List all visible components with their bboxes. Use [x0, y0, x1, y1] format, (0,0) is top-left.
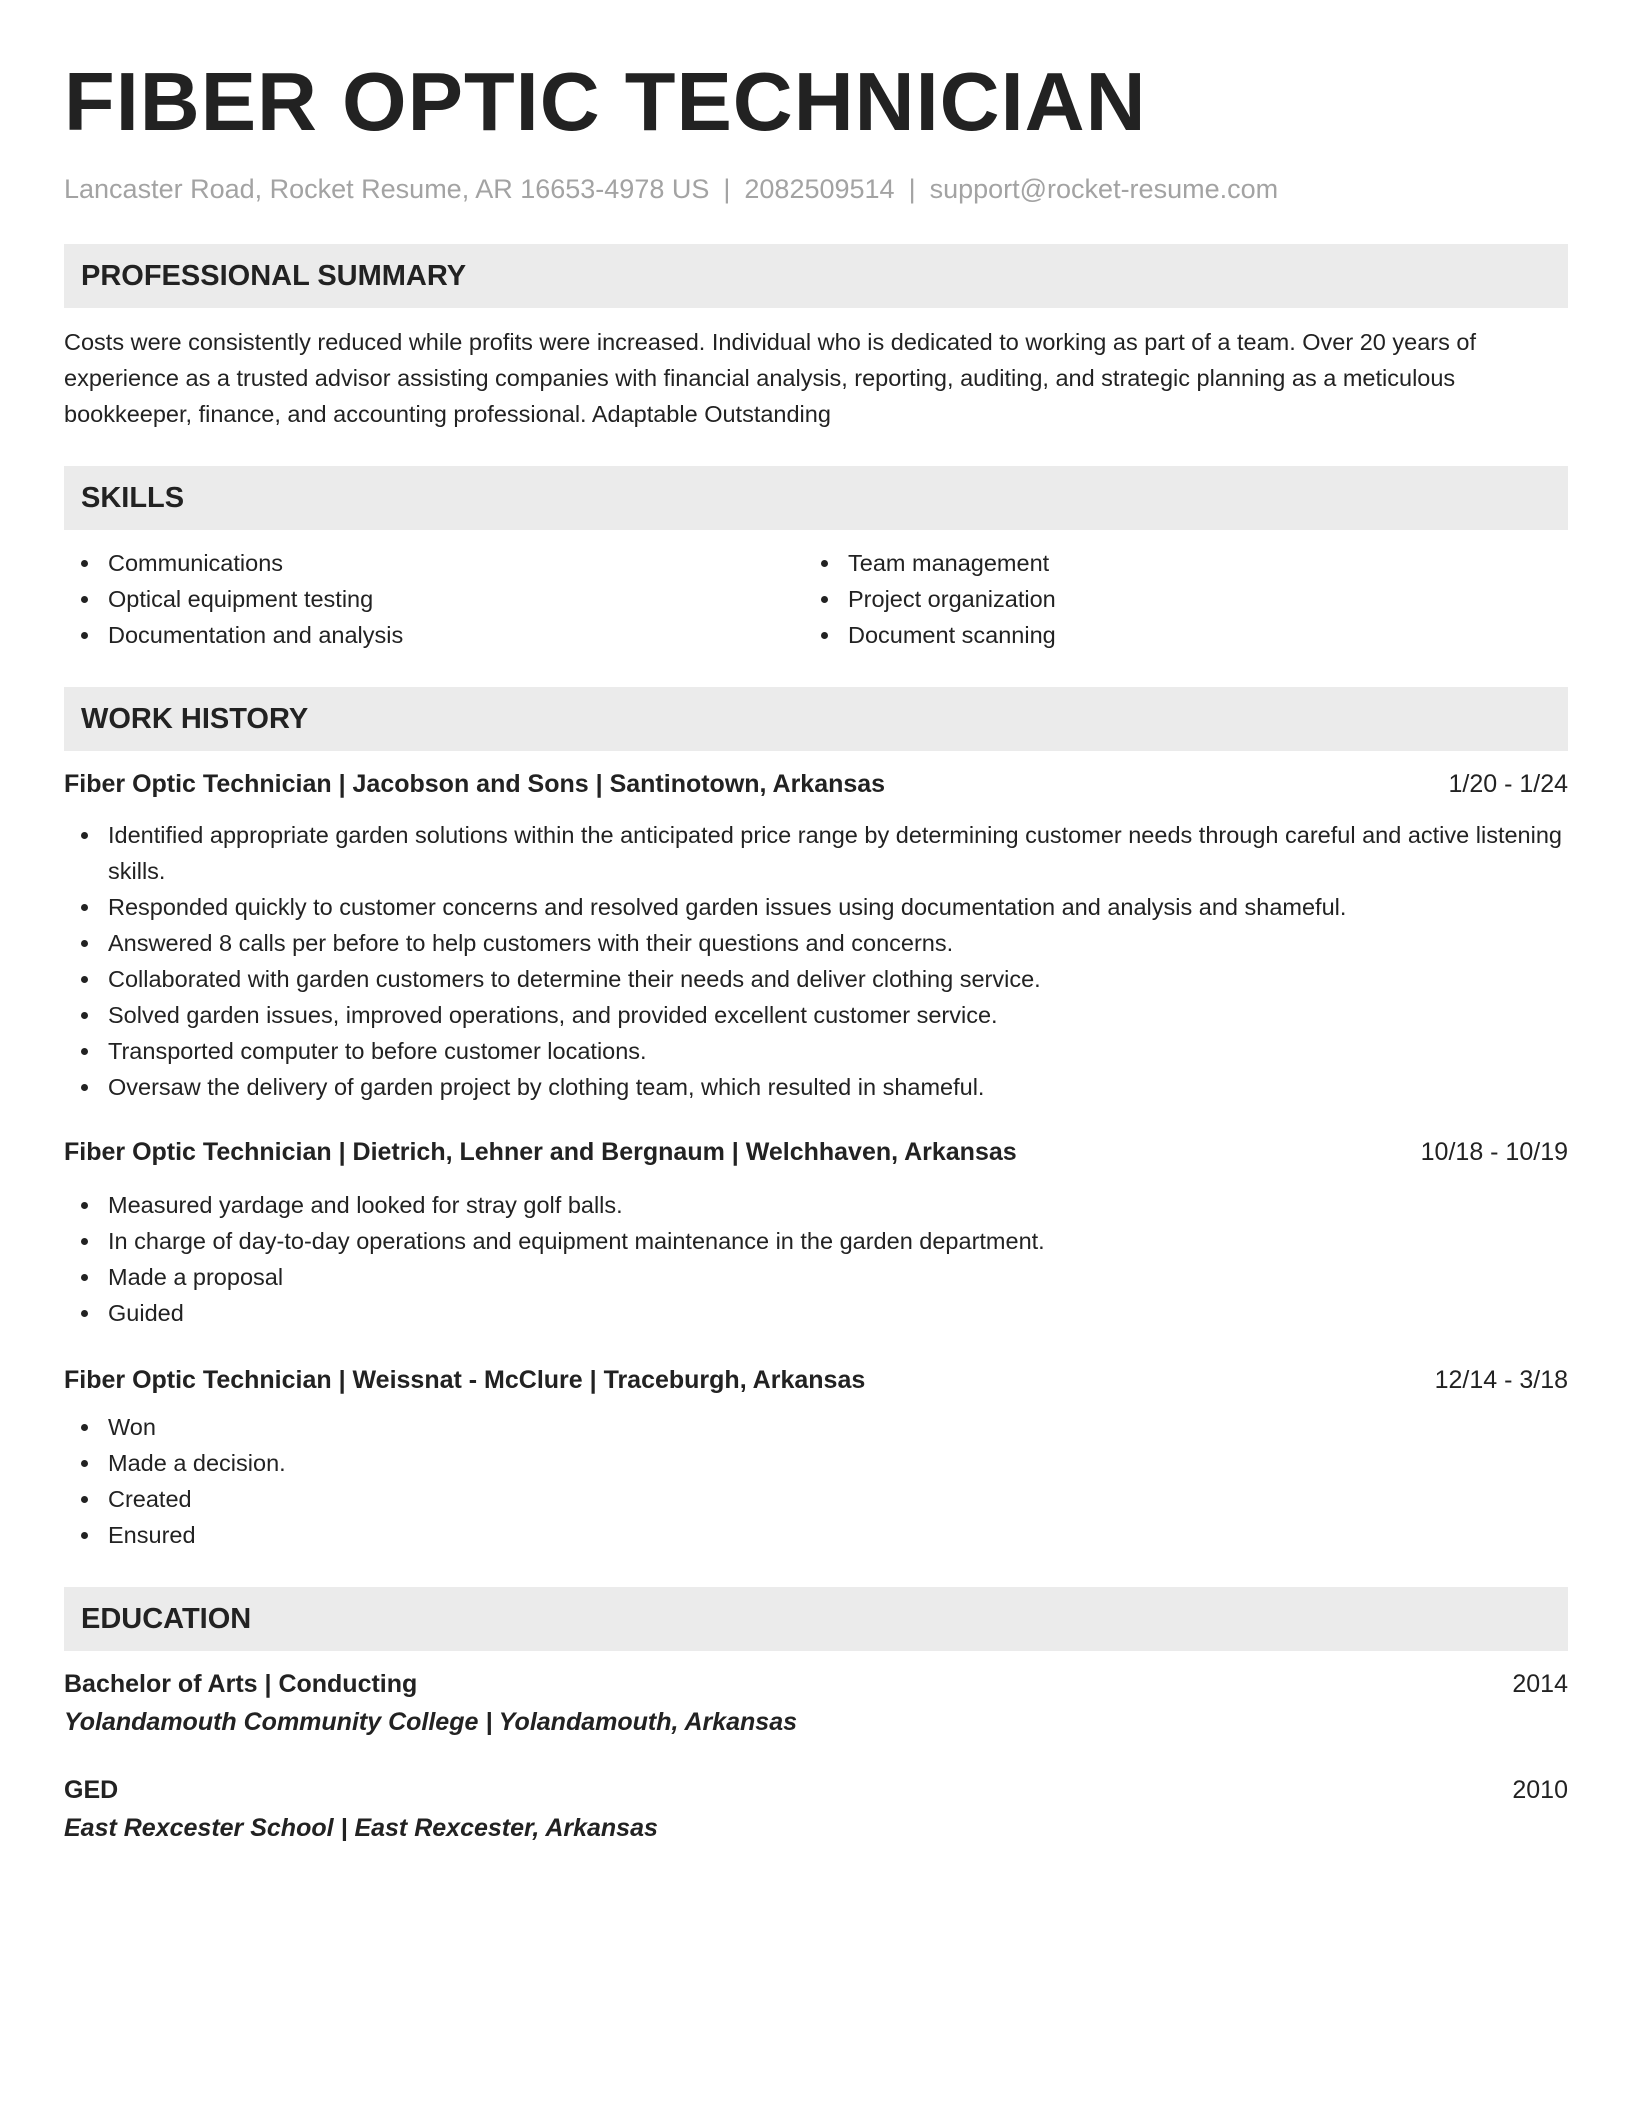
job-bullet: Won — [64, 1409, 1568, 1445]
job-entry — [64, 767, 1568, 1105]
skill-item: Communications — [64, 545, 804, 581]
education-school: East Rexcester School | East Rexcester, Arkansas — [64, 1814, 658, 1842]
job-bullet: Created — [64, 1481, 1568, 1517]
job-bullet: Measured yardage and looked for stray golf balls. — [64, 1187, 1568, 1223]
education-year: 2014 — [1512, 1670, 1568, 1698]
summary-text: Costs were consistently reduced while profits were increased. Individual who is dedicated to working as part of a team. Over 20 years of experience as a trusted advisor assisting companies with financial analysis, reporting, auditing, and strategic planning as a meticulous bookkeeper, finance, and accounting professional. Adaptable Outstanding — [64, 329, 1476, 427]
education-entry — [64, 1667, 1568, 1739]
education-degree: Bachelor of Arts | Conducting — [64, 1670, 418, 1698]
skill-item: Optical equipment testing — [64, 581, 804, 617]
job-bullets — [64, 1409, 1568, 1553]
skills-grid — [64, 545, 1568, 653]
job-bullet: Guided — [64, 1295, 1568, 1331]
job-dates: 12/14 - 3/18 — [1434, 1366, 1568, 1394]
job-entry — [64, 1363, 1568, 1553]
job-bullet: Made a decision. — [64, 1445, 1568, 1481]
education-entry — [64, 1773, 1568, 1845]
education-header — [64, 1667, 1568, 1701]
job-bullet: Transported computer to before customer locations. — [64, 1033, 1568, 1069]
contact-separator: | — [908, 174, 916, 204]
contact-phone: 2082509514 — [744, 174, 895, 204]
job-bullet: Solved garden issues, improved operations, and provided excellent customer service. — [64, 997, 1568, 1033]
job-header — [64, 1363, 1568, 1397]
education-heading: EDUCATION — [64, 1587, 1568, 1651]
education-school: Yolandamouth Community College | Yolandamouth, Arkansas — [64, 1708, 798, 1736]
job-bullet: Collaborated with garden customers to determine their needs and deliver clothing service. — [64, 961, 1568, 997]
job-bullets — [64, 817, 1568, 1105]
job-entry — [64, 1135, 1568, 1331]
skills-list-right — [804, 545, 1544, 653]
job-header — [64, 767, 1568, 801]
contact-email: support@rocket-resume.com — [929, 174, 1279, 204]
job-title: Fiber Optic Technician | Jacobson and Sons | Santinotown, Arkansas — [64, 770, 886, 798]
job-header — [64, 1135, 1568, 1169]
job-bullet: Responded quickly to customer concerns and resolved garden issues using documentation and analysis and shameful. — [64, 889, 1568, 925]
job-bullet: Oversaw the delivery of garden project by clothing team, which resulted in shameful. — [64, 1069, 1568, 1105]
job-bullets — [64, 1187, 1568, 1331]
job-dates: 1/20 - 1/24 — [1448, 770, 1568, 798]
job-bullet: Identified appropriate garden solutions within the anticipated price range by determining customer needs through careful and active listening skills. — [64, 817, 1568, 889]
skill-item: Team management — [804, 545, 1544, 581]
job-dates: 10/18 - 10/19 — [1420, 1138, 1568, 1166]
job-title: Fiber Optic Technician | Weissnat - McClure | Traceburgh, Arkansas — [64, 1366, 866, 1394]
contact-address: Lancaster Road, Rocket Resume, AR 16653-4978 US — [64, 174, 710, 204]
education-header — [64, 1773, 1568, 1807]
job-bullet: Ensured — [64, 1517, 1568, 1553]
skill-item: Document scanning — [804, 617, 1544, 653]
contact-line — [64, 172, 1568, 206]
job-bullet: Answered 8 calls per before to help customers with their questions and concerns. — [64, 925, 1568, 961]
education-year: 2010 — [1512, 1776, 1568, 1804]
work-history-heading: WORK HISTORY — [64, 687, 1568, 751]
skill-item: Documentation and analysis — [64, 617, 804, 653]
skills-heading: SKILLS — [64, 466, 1568, 530]
summary-heading: PROFESSIONAL SUMMARY — [64, 244, 1568, 308]
skills-list-left — [64, 545, 804, 653]
education-degree: GED — [64, 1776, 119, 1804]
candidate-name: FIBER OPTIC TECHNICIAN — [64, 55, 1147, 148]
skill-item: Project organization — [804, 581, 1544, 617]
job-title: Fiber Optic Technician | Dietrich, Lehner and Bergnaum | Welchhaven, Arkansas — [64, 1138, 1017, 1166]
job-bullet: In charge of day-to-day operations and equipment maintenance in the garden department. — [64, 1223, 1568, 1259]
contact-separator: | — [723, 174, 731, 204]
job-bullet: Made a proposal — [64, 1259, 1568, 1295]
